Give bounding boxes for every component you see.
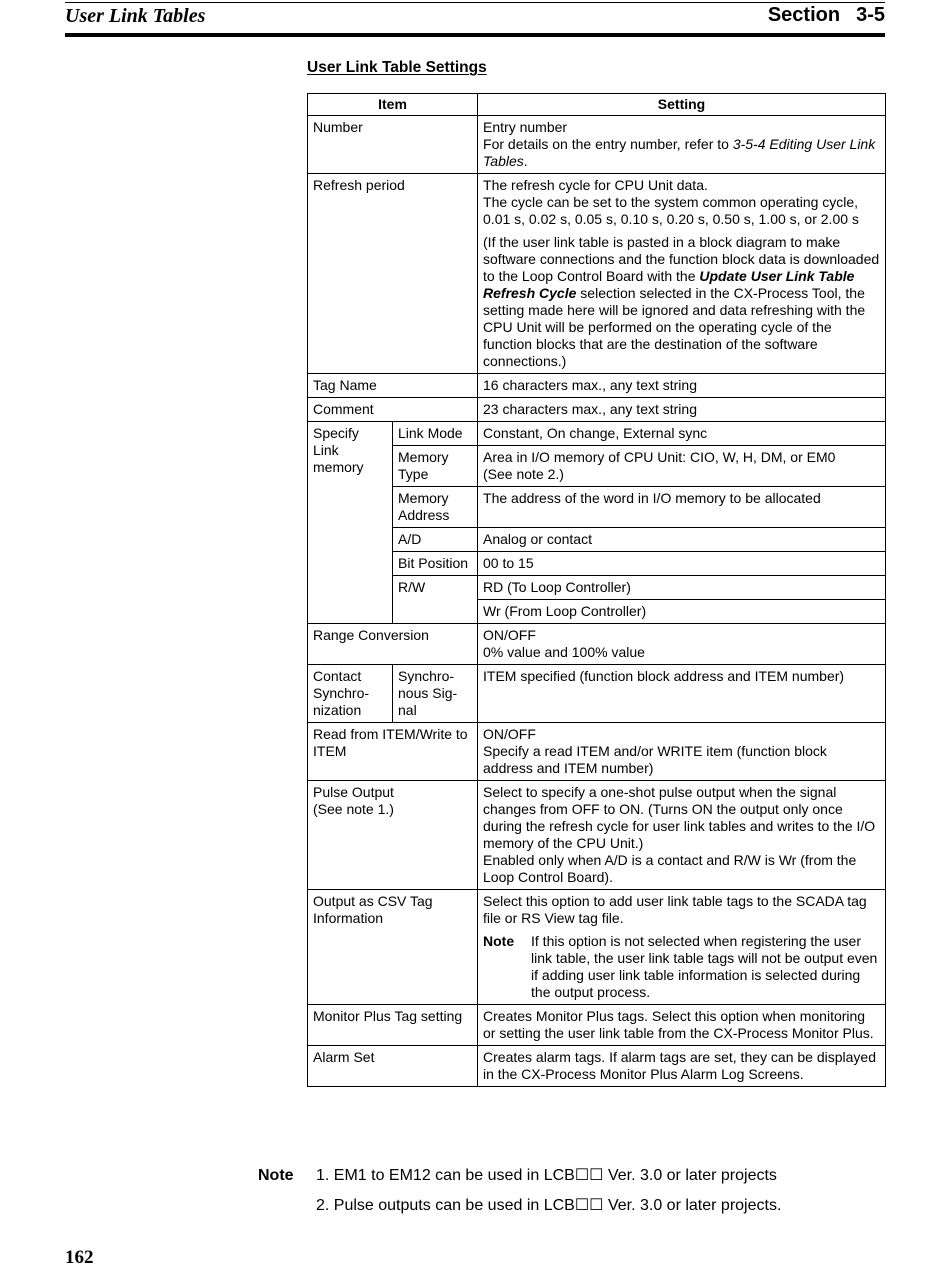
inline-note	[483, 933, 880, 1001]
table-row	[308, 174, 886, 374]
section-marker	[768, 4, 885, 27]
table-row	[308, 422, 886, 446]
table-row	[308, 890, 886, 1005]
item-text: Pulse Output	[313, 784, 394, 800]
item-cell: Monitor Plus Tag setting	[308, 1005, 478, 1046]
item-cell	[308, 781, 478, 890]
setting-text: Select to specify a one-shot pulse output when the signal changes from OFF to ON. (Turns ON the output only once during the refresh cycle for user link tables and writes to the I/O memory of the CPU Unit.)	[483, 784, 876, 851]
item-cell: Number	[308, 116, 478, 174]
setting-cell: Constant, On change, External sync	[478, 422, 886, 446]
column-header-setting: Setting	[478, 94, 886, 116]
item-cell: Range Conversion	[308, 624, 478, 665]
table-heading: User Link Table Settings	[307, 59, 487, 76]
sub-item-cell: Bit Position	[393, 552, 478, 576]
setting-cell: 16 characters max., any text string	[478, 374, 886, 398]
setting-cell: 00 to 15	[478, 552, 886, 576]
item-cell: Comment	[308, 398, 478, 422]
item-cell: Tag Name	[308, 374, 478, 398]
setting-cell	[478, 624, 886, 665]
setting-cell: The address of the word in I/O memory to be allocated	[478, 487, 886, 528]
table-row	[308, 552, 886, 576]
column-header-item: Item	[308, 94, 478, 116]
table-row	[308, 624, 886, 665]
table-row	[308, 576, 886, 600]
setting-cell: RD (To Loop Controller)	[478, 576, 886, 600]
setting-cell: Creates Monitor Plus tags. Select this option when monitoring or setting the user link table from the CX-Process Monitor Plus.	[478, 1005, 886, 1046]
table-row	[308, 374, 886, 398]
table-row	[308, 723, 886, 781]
table-row	[308, 781, 886, 890]
item-cell: Read from ITEM/Write to ITEM	[308, 723, 478, 781]
setting-cell	[478, 174, 886, 374]
setting-cell: Analog or contact	[478, 528, 886, 552]
setting-text: ON/OFF	[483, 627, 536, 643]
table-row	[308, 1005, 886, 1046]
table-row	[308, 398, 886, 422]
inline-note-text: If this option is not selected when registering the user link table, the user link table tags will not be output even if adding user link table information is selected during the output process.	[531, 933, 878, 1000]
setting-cell	[478, 781, 886, 890]
setting-text: (If the user link table is pasted in a block diagram to make software connections and the function block data is downloaded to the Loop Control Board with the Update User Link Table Refresh Cycle selection selected in the CX-Process Tool, the setting made here will be ignored and data refreshing with the CPU Unit will be performed on the operating cycle of the function blocks that are the destination of the software connections.)	[483, 234, 880, 369]
header-rule-thick	[65, 33, 885, 37]
setting-cell	[478, 116, 886, 174]
item-cell: Output as CSV Tag Information	[308, 890, 478, 1005]
setting-text: Area in I/O memory of CPU Unit: CIO, W, H, DM, or EM0	[483, 449, 836, 465]
setting-text: 0% value and 100% value	[483, 644, 645, 660]
setting-cell	[478, 446, 886, 487]
item-cell: Refresh period	[308, 174, 478, 374]
table-row	[308, 528, 886, 552]
setting-cell	[478, 723, 886, 781]
setting-text: Enabled only when A/D is a contact and R/W is Wr (from the Loop Control Board).	[483, 852, 857, 885]
option-name: Update User Link Table Refresh Cycle	[483, 268, 855, 301]
table-row	[308, 487, 886, 528]
item-cell: Contact Synchro-nization	[308, 665, 393, 723]
sub-item-cell: Memory Address	[393, 487, 478, 528]
setting-cell: Wr (From Loop Controller)	[478, 600, 886, 624]
footnote-item: 2. Pulse outputs can be used in LCB☐☐ Ver. 3.0 or later projects.	[316, 1197, 782, 1214]
table-header-row	[308, 94, 886, 116]
setting-cell: ITEM specified (function block address and ITEM number)	[478, 665, 886, 723]
sub-item-cell: Memory Type	[393, 446, 478, 487]
section-label: Section	[767, 4, 841, 26]
setting-text: The cycle can be set to the system common operating cycle, 0.01 s, 0.02 s, 0.05 s, 0.10 s, 0.20 s, 0.50 s, 1.00 s, or 2.00 s	[483, 194, 859, 227]
setting-text: For details on the entry number, refer to 3-5-4 Editing User Link Tables.	[483, 136, 876, 169]
page-number: 162	[65, 1247, 94, 1268]
table-row	[308, 446, 886, 487]
sub-item-cell: Synchro-nous Sig-nal	[393, 665, 478, 723]
inline-note-label: Note	[483, 933, 515, 949]
settings-table	[307, 93, 886, 1087]
table-row	[308, 116, 886, 174]
sub-item-cell: Link Mode	[393, 422, 478, 446]
item-cell: Alarm Set	[308, 1046, 478, 1087]
setting-text: Select this option to add user link table tags to the SCADA tag file or RS View tag file.	[483, 893, 867, 926]
table-row	[308, 665, 886, 723]
setting-text: Entry number	[483, 119, 568, 135]
footnotes-label: Note	[258, 1167, 294, 1184]
footnote-item: 1. EM1 to EM12 can be used in LCB☐☐ Ver. 3.0 or later projects	[316, 1167, 777, 1184]
header-rule-thin	[65, 2, 885, 3]
setting-text: ON/OFF	[483, 726, 536, 742]
setting-cell	[478, 890, 886, 1005]
setting-cell: Creates alarm tags. If alarm tags are set, they can be displayed in the CX-Process Monitor Plus Alarm Log Screens.	[478, 1046, 886, 1087]
setting-text: (See note 2.)	[483, 466, 564, 482]
setting-cell: 23 characters max., any text string	[478, 398, 886, 422]
running-title: User Link Tables	[65, 5, 206, 27]
sub-item-cell: R/W	[393, 576, 478, 624]
cross-reference: 3-5-4 Editing User Link Tables	[483, 136, 876, 169]
table-row	[308, 1046, 886, 1087]
setting-text: Specify a read ITEM and/or WRITE item (function block address and ITEM number)	[483, 743, 827, 776]
setting-text: The refresh cycle for CPU Unit data.	[483, 177, 708, 193]
item-text: (See note 1.)	[313, 801, 394, 817]
item-cell: Specify Link memory	[308, 422, 393, 624]
section-number: 3-5	[856, 4, 885, 26]
sub-item-cell: A/D	[393, 528, 478, 552]
